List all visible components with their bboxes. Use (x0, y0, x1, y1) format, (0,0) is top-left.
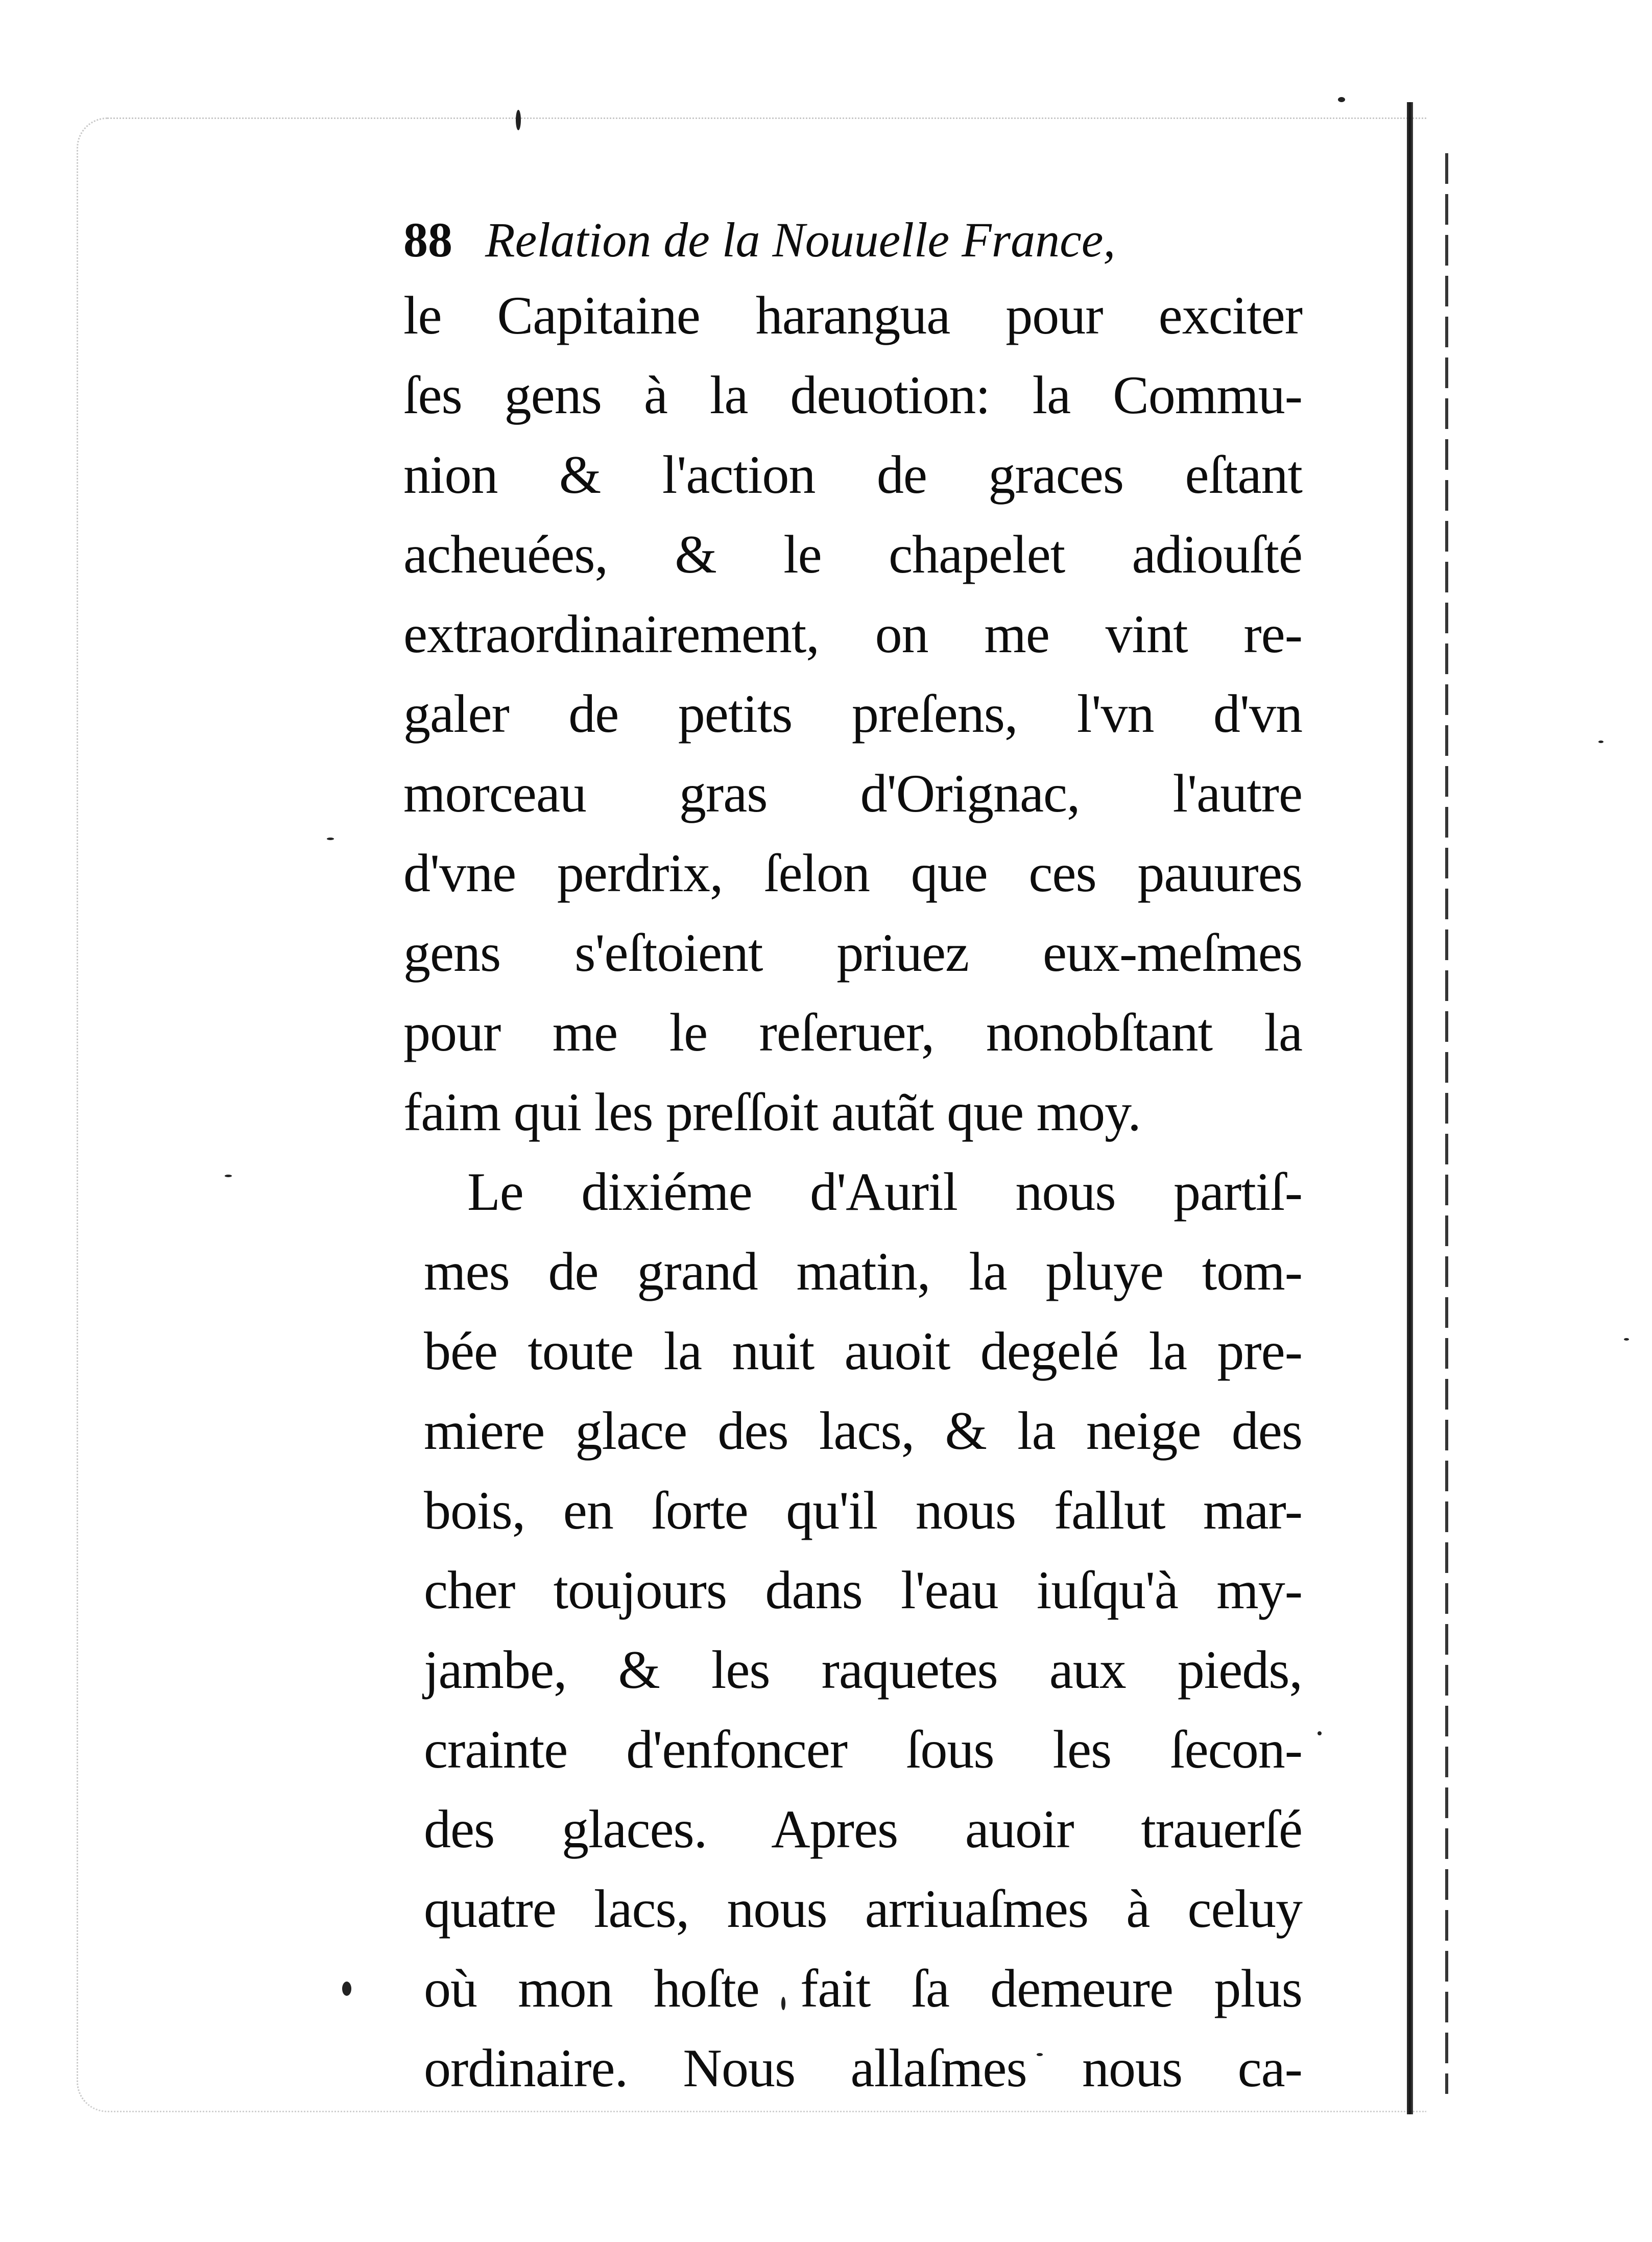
text-line: cher toujours dans l'eau iuſqu'à my- (424, 1560, 1302, 1620)
scan-speck (342, 1982, 351, 1996)
scan-speck (1624, 1338, 1629, 1341)
text-line: où mon hoſte fait ſa demeure plus (424, 1959, 1302, 2018)
text-line: jambe, & les raquetes aux pieds, (424, 1640, 1302, 1700)
text-line: faim qui les preſſoit autãt que moy. (403, 1082, 1141, 1142)
scan-speck (1598, 741, 1603, 743)
book-spine-shadow (1407, 102, 1413, 2114)
paragraph-2 (424, 1152, 1302, 2108)
text-line: gens s'eſtoient priuez eux-meſmes (403, 923, 1302, 983)
text-line: pour me le reſeruer, nonobſtant la (403, 1003, 1302, 1062)
scan-speck (1318, 1731, 1322, 1735)
text-line: Le dixiéme d'Auril nous partiſ- (467, 1162, 1302, 1222)
scan-speck (327, 838, 334, 840)
text-line: galer de petits preſens, l'vn d'vn (403, 684, 1302, 744)
page-number: 88 (403, 212, 452, 267)
scan-speck (516, 110, 521, 130)
paragraph-1 (403, 276, 1302, 1152)
text-line: morceau gras d'Orignac, l'autre (403, 764, 1302, 823)
text-line: ordinaire. Nous allaſmes nous ca- (424, 2038, 1302, 2098)
text-line: bée toute la nuit auoit degelé la pre- (424, 1321, 1302, 1381)
text-line: le Capitaine harangua pour exciter (403, 285, 1302, 345)
text-line: d'vne perdrix, ſelon que ces pauures (403, 843, 1302, 903)
text-line: ſes gens à la deuotion: la Commu- (403, 365, 1302, 425)
text-line: bois, en ſorte qu'il nous fallut mar- (424, 1481, 1302, 1540)
text-line: miere glace des lacs, & la neige des (424, 1401, 1302, 1461)
scan-speck (225, 1175, 232, 1177)
text-line: mes de grand matin, la pluye tom- (424, 1242, 1302, 1301)
text-line: quatre lacs, nous arriuaſmes à celuy (424, 1879, 1302, 1939)
book-gutter-line (1445, 153, 1448, 2094)
text-line: extraordinairement, on me vint re- (403, 604, 1302, 664)
scan-speck (1338, 97, 1345, 102)
running-title: Relation de la Nouuelle France, (485, 212, 1116, 267)
page-header (403, 204, 1302, 276)
text-line: des glaces. Apres auoir trauerſé (424, 1799, 1302, 1859)
text-line: acheuées, & le chapelet adiouſté (403, 524, 1302, 584)
page-text (403, 204, 1302, 2108)
text-line: crainte d'enfoncer ſous les ſecon- (424, 1720, 1302, 1779)
text-line: nion & l'action de graces eſtant (403, 445, 1302, 505)
